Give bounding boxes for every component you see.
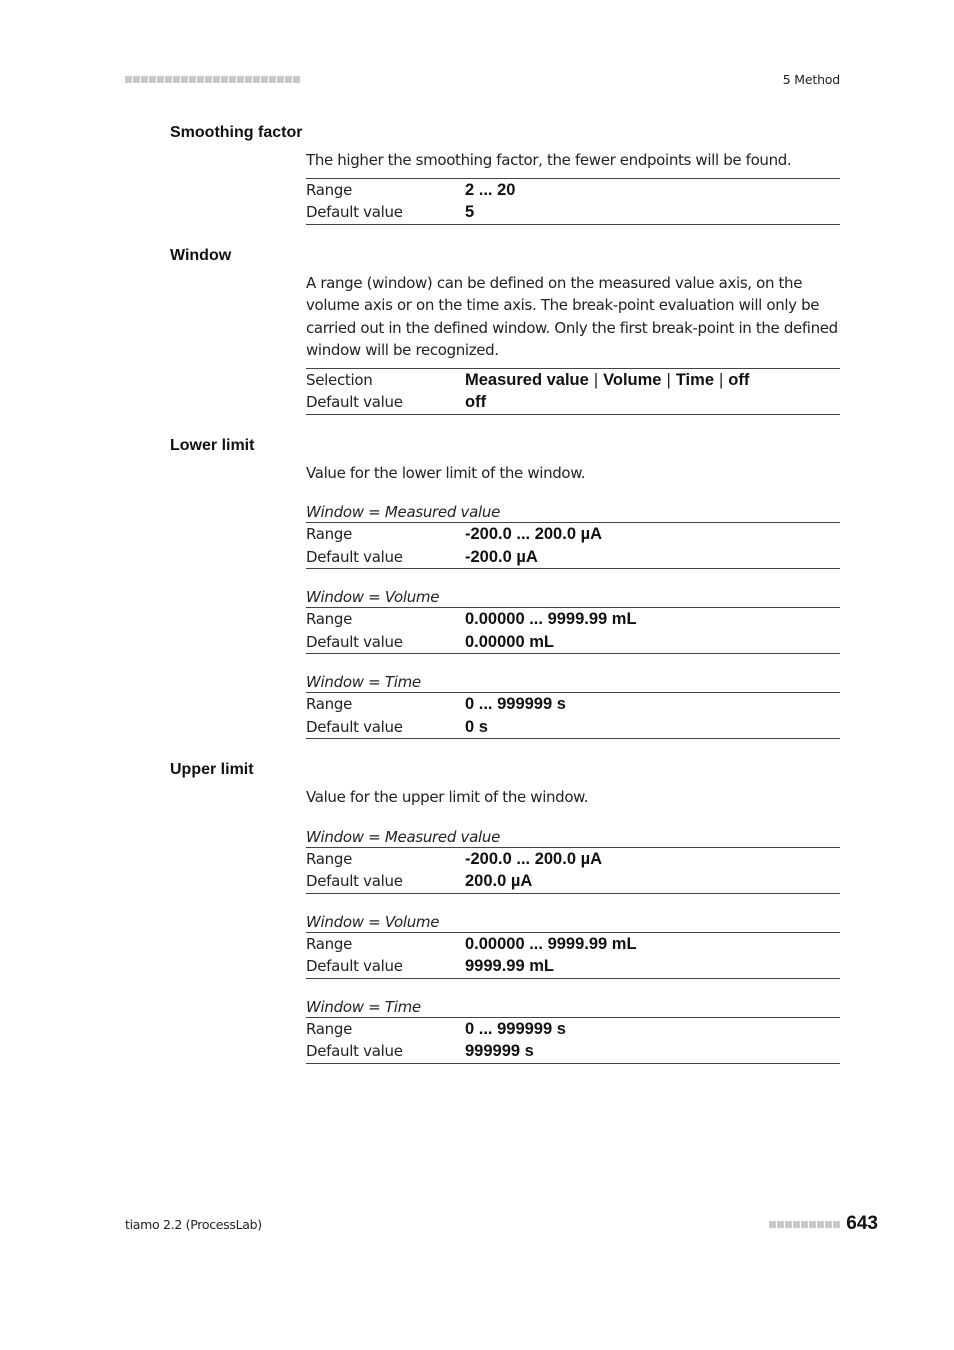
option-off: off xyxy=(728,370,750,389)
condition-label: Window = Time xyxy=(306,997,421,1016)
option-measured-value: Measured value xyxy=(465,370,589,389)
table-row xyxy=(306,870,840,893)
param-table xyxy=(306,1017,840,1064)
document-content xyxy=(170,122,840,1084)
row-value: off xyxy=(465,393,487,411)
row-key: Range xyxy=(306,695,353,713)
table-row xyxy=(306,369,840,392)
row-value: 999999 s xyxy=(465,1042,534,1060)
condition-label: Window = Volume xyxy=(306,912,440,931)
table-row xyxy=(306,391,840,414)
page-footer xyxy=(125,1212,878,1236)
row-key: Default value xyxy=(306,632,403,651)
table-row xyxy=(306,523,840,546)
row-value: 5 xyxy=(465,203,475,221)
condition-label: Window = Volume xyxy=(306,588,440,606)
param-title: Smoothing factor xyxy=(170,124,303,141)
param-table xyxy=(306,692,840,739)
page-number: 643 xyxy=(846,1213,878,1234)
param-table xyxy=(306,607,840,654)
table-row xyxy=(306,1018,840,1041)
option-volume: Volume xyxy=(603,370,662,389)
option-time: Time xyxy=(675,370,714,389)
row-key: Range xyxy=(306,934,353,953)
row-value: 0 ... 999999 s xyxy=(465,1019,566,1038)
table-row xyxy=(306,955,840,978)
table-row xyxy=(306,608,840,631)
param-title: Lower limit xyxy=(170,436,255,454)
row-value: 0.00000 ... 9999.99 mL xyxy=(465,610,637,628)
section-upper-limit xyxy=(170,759,840,1064)
row-value: 0.00000 mL xyxy=(465,632,554,651)
page-header xyxy=(125,70,840,88)
row-key: Default value xyxy=(306,872,403,890)
param-table xyxy=(306,178,840,225)
table-row xyxy=(306,693,840,716)
row-value: -200.0 µA xyxy=(465,547,538,566)
condition-label: Window = Measured value xyxy=(306,827,501,846)
table-row xyxy=(306,933,840,956)
table-row xyxy=(306,201,840,224)
section-smoothing-factor xyxy=(170,122,840,225)
page-number-block xyxy=(769,1213,878,1235)
row-key: Default value xyxy=(306,1042,403,1060)
row-value: 9999.99 mL xyxy=(465,957,554,975)
row-value: 2 ... 20 xyxy=(465,180,516,199)
section-window xyxy=(170,245,840,415)
table-row xyxy=(306,848,840,871)
param-description: The higher the smoothing factor, the fewer endpoints will be found. xyxy=(306,151,792,169)
row-value: -200.0 ... 200.0 µA xyxy=(465,849,603,868)
param-description: Value for the lower limit of the window. xyxy=(306,463,586,482)
product-name: tiamo 2.2 (ProcessLab) xyxy=(125,1216,262,1232)
row-key: Default value xyxy=(306,203,403,221)
row-value: -200.0 ... 200.0 µA xyxy=(465,525,603,543)
condition-label: Window = Time xyxy=(306,673,421,691)
table-row xyxy=(306,631,840,654)
section-lower-limit xyxy=(170,435,840,740)
param-description: Value for the upper limit of the window. xyxy=(306,788,589,806)
condition-label: Window = Measured value xyxy=(306,503,501,521)
param-table xyxy=(306,368,840,415)
row-key: Selection xyxy=(306,370,373,389)
row-value: 0 ... 999999 s xyxy=(465,695,566,713)
row-value: 200.0 µA xyxy=(465,872,533,890)
param-title: Window xyxy=(170,246,232,264)
param-title: Upper limit xyxy=(170,761,254,778)
param-description: A range (window) can be defined on the measured value axis, on the volume axis or on the time axis. The break-point evaluation will only be carried out in the defined window. Only the first break-point in the defined window will be recognized. xyxy=(306,273,838,359)
selection-options xyxy=(465,369,749,392)
row-key: Range xyxy=(306,180,353,199)
row-key: Default value xyxy=(306,717,403,736)
row-key: Default value xyxy=(306,957,403,975)
row-key: Range xyxy=(306,610,353,628)
param-table xyxy=(306,522,840,569)
row-key: Default value xyxy=(306,547,403,566)
row-value: 0.00000 ... 9999.99 mL xyxy=(465,934,637,953)
row-key: Range xyxy=(306,849,353,868)
chapter-label: 5 Method xyxy=(782,71,840,87)
param-table xyxy=(306,932,840,979)
table-row xyxy=(306,179,840,202)
param-table xyxy=(306,847,840,894)
option-separator: | xyxy=(719,370,724,389)
table-row xyxy=(306,1040,840,1063)
row-key: Range xyxy=(306,1019,353,1038)
table-row xyxy=(306,546,840,569)
footer-dots-decoration xyxy=(769,1221,840,1228)
row-key: Range xyxy=(306,525,353,543)
option-separator: | xyxy=(666,370,671,389)
table-row xyxy=(306,716,840,739)
row-value: 0 s xyxy=(465,717,488,736)
header-dots-decoration xyxy=(125,76,300,83)
row-key: Default value xyxy=(306,393,403,411)
option-separator: | xyxy=(593,370,599,389)
